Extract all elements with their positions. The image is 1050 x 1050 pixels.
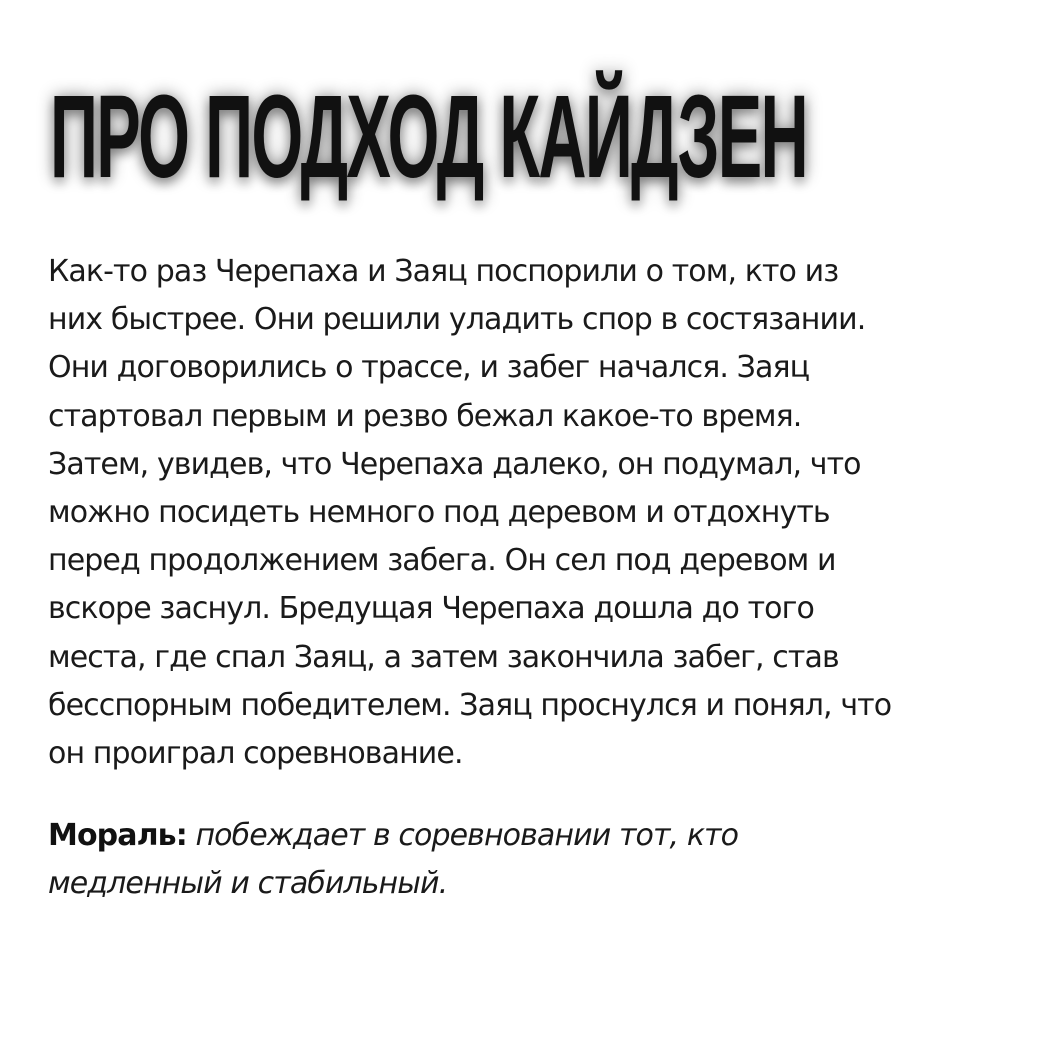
story-line: можно посидеть немного под деревом и отдохнуть [48,495,830,531]
story-line: Они договорились о трассе, и забег начался. Заяц [48,350,810,386]
story-line: бесспорным победителем. Заяц проснулся и понял, что [48,687,892,723]
story-line: Как-то раз Черепаха и Заяц поспорили о том, кто из [48,254,839,289]
story-paragraph [48,248,1008,778]
moral-line [48,812,1008,860]
moral-text: побеждает в соревновании тот, кто [195,818,739,853]
moral-block [48,812,1008,908]
moral-text: медленный и стабильный. [48,866,448,901]
story-line: Затем, увидев, что Черепаха далеко, он подумал, что [48,446,861,482]
story-line: стартовал первым и резво бежал какое-то время. [48,398,802,434]
moral-label: Мораль: [48,818,187,853]
page-title: ПРО ПОДХОД КАЙДЗЕН [50,71,807,203]
story-line: вскоре заснул. Бредущая Черепаха дошла до того [48,591,814,627]
story-line: места, где спал Заяц, а затем закончила забег, став [48,639,839,675]
story-line: них быстрее. Они решили уладить спор в состязании. [48,302,866,338]
story-line: перед продолжением забега. Он сел под деревом и [48,543,836,579]
story-line: он проиграл соревнование. [48,736,463,772]
